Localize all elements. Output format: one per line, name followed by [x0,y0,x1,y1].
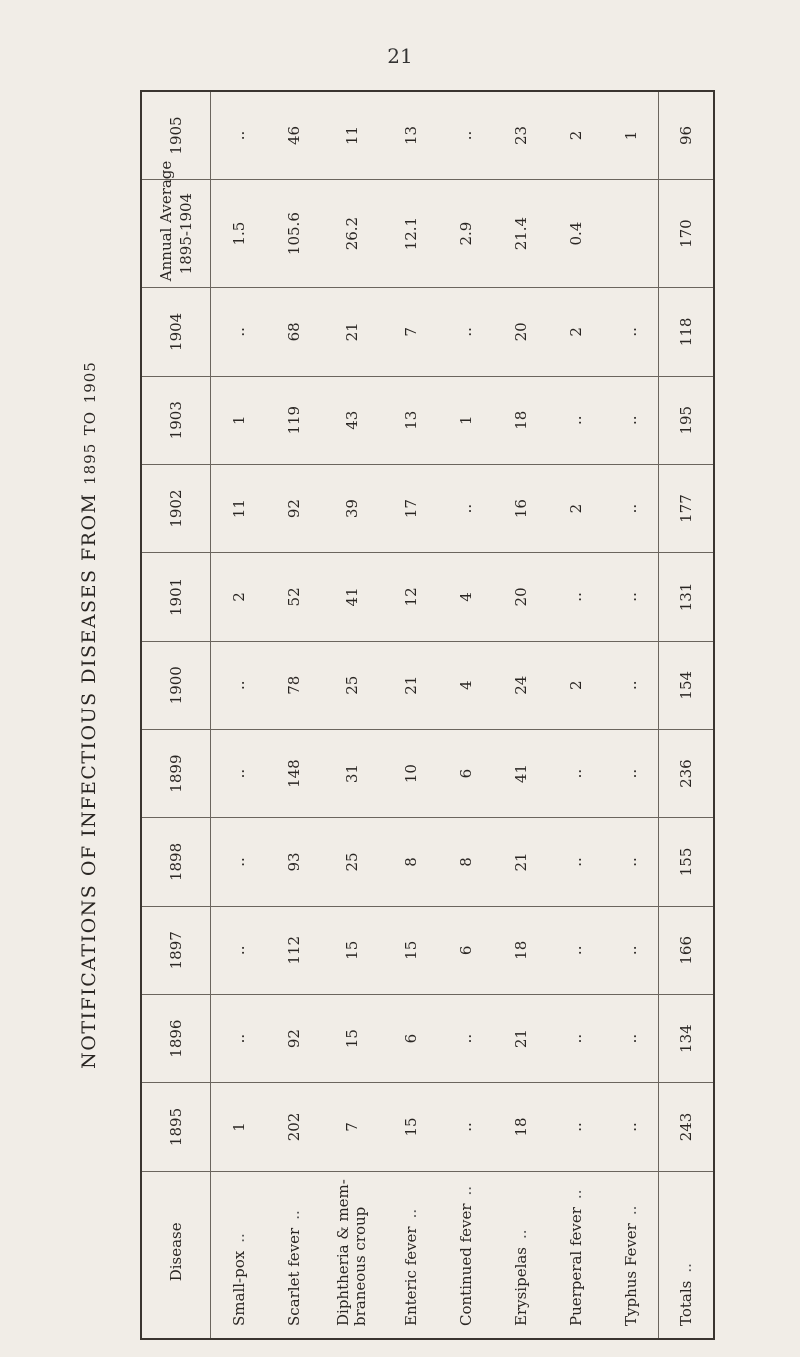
disease-name: Erysipelas.. [511,1229,530,1326]
total-cell: 166 [659,906,715,994]
annual-average-label: Annual Average [157,160,175,282]
total-cell: 155 [659,818,715,906]
cell: 7 [383,288,438,376]
cell: 6 [383,994,438,1082]
cell: .. [438,288,493,376]
cell: .. [438,464,493,552]
cell: 18 [493,906,548,994]
totals-row [659,91,715,1339]
cell-1905: 13 [383,91,438,179]
cell: 2 [548,641,603,729]
cell: .. [548,818,603,906]
cell-1905: .. [211,91,267,179]
cell: 8 [438,818,493,906]
cell: .. [211,906,267,994]
notifications-table [140,90,715,1340]
cell: .. [603,288,659,376]
avg-cell: 0.4 [548,179,603,287]
totals-label: Totals.. [659,1171,715,1339]
cell-1905: 11 [321,91,383,179]
total-cell: 118 [659,288,715,376]
cell: 16 [493,464,548,552]
cell: 15 [383,1083,438,1171]
cell: 25 [321,641,383,729]
table-row [211,91,267,1339]
year-header: 1903 [141,376,211,464]
cell: 17 [383,464,438,552]
cell: .. [548,994,603,1082]
cell-1905: .. [438,91,493,179]
cell: 8 [383,818,438,906]
cell: 52 [266,553,321,641]
cell: 7 [321,1083,383,1171]
year-header: 1904 [141,288,211,376]
cell: 68 [266,288,321,376]
year-header: 1902 [141,464,211,552]
cell: 4 [438,641,493,729]
cell: .. [603,641,659,729]
cell: 39 [321,464,383,552]
total-cell: 154 [659,641,715,729]
cell: 119 [266,376,321,464]
avg-cell: 1.5 [211,179,267,287]
table-row [548,91,603,1339]
title-from-year: 1895 [81,442,99,485]
cell: 78 [266,641,321,729]
cell: 43 [321,376,383,464]
disease-name: Puerperal fever.. [566,1189,585,1326]
cell: .. [548,553,603,641]
cell: 20 [493,288,548,376]
cell: 15 [383,906,438,994]
title-to-word: TO [81,410,99,436]
disease-name: Continued fever.. [456,1185,475,1326]
table-row [266,91,321,1339]
table-row [493,91,548,1339]
table-row [321,91,383,1339]
cell-1905: 1 [603,91,659,179]
cell: .. [603,1083,659,1171]
page-number: 21 [387,44,413,68]
cell: .. [211,288,267,376]
cell: .. [438,994,493,1082]
year-header: 1900 [141,641,211,729]
cell: .. [603,376,659,464]
disease-name: Scarlet fever.. [284,1210,303,1326]
cell: .. [548,729,603,817]
annual-average-range: 1895-1904 [177,192,195,275]
total-cell: 243 [659,1083,715,1171]
cell: 1 [438,376,493,464]
year-header-1905: 1905 [141,91,211,179]
year-header: 1898 [141,818,211,906]
total-avg-cell: 170 [659,179,715,287]
cell: 20 [493,553,548,641]
cell: .. [548,1083,603,1171]
total-cell: 134 [659,994,715,1082]
disease-name: Small-pox.. [229,1233,248,1326]
total-cell: 236 [659,729,715,817]
cell: 4 [438,553,493,641]
cell: 13 [383,376,438,464]
cell: 18 [493,376,548,464]
cell: 2 [548,288,603,376]
cell: .. [438,1083,493,1171]
cell: 112 [266,906,321,994]
cell: 202 [266,1083,321,1171]
total-cell: 131 [659,553,715,641]
cell-1905: 2 [548,91,603,179]
cell: 11 [211,464,267,552]
cell: .. [548,906,603,994]
total-cell: 195 [659,376,715,464]
cell: .. [603,818,659,906]
year-header: 1901 [141,553,211,641]
disease-name: Enteric fever.. [401,1208,420,1326]
cell: 93 [266,818,321,906]
year-header: 1896 [141,994,211,1082]
total-cell-1905: 96 [659,91,715,179]
avg-cell: 12.1 [383,179,438,287]
cell: 12 [383,553,438,641]
cell: 10 [383,729,438,817]
cell: 15 [321,994,383,1082]
annual-average-header [141,160,211,287]
avg-cell [603,179,659,287]
year-header: 1899 [141,729,211,817]
cell: 18 [493,1083,548,1171]
cell: 1 [211,376,267,464]
header-row [141,91,211,1339]
cell: 1 [211,1083,267,1171]
cell: .. [603,906,659,994]
disease-column-header: Disease [141,1171,211,1339]
cell: .. [211,994,267,1082]
cell: 31 [321,729,383,817]
cell: 21 [493,818,548,906]
cell: .. [211,641,267,729]
cell-1905: 46 [266,91,321,179]
total-cell: 177 [659,464,715,552]
avg-cell: 26.2 [321,179,383,287]
year-header: 1895 [141,1083,211,1171]
cell: .. [603,553,659,641]
cell: 148 [266,729,321,817]
cell: 21 [321,288,383,376]
cell: 24 [493,641,548,729]
cell: 92 [266,464,321,552]
cell: .. [603,729,659,817]
rotated-table-sheet [78,90,700,1340]
table-row [383,91,438,1339]
cell: .. [603,994,659,1082]
avg-cell: 105.6 [266,179,321,287]
cell: 2 [211,553,267,641]
table-row [603,91,659,1339]
table-title [78,90,108,1340]
cell: 41 [493,729,548,817]
disease-name: Typhus Fever.. [621,1205,640,1326]
cell: 15 [321,906,383,994]
cell: .. [211,729,267,817]
cell: 6 [438,729,493,817]
cell: .. [548,376,603,464]
cell: .. [603,464,659,552]
cell: .. [211,818,267,906]
avg-cell: 2.9 [438,179,493,287]
cell: 92 [266,994,321,1082]
cell: 21 [493,994,548,1082]
cell-1905: 23 [493,91,548,179]
cell: 25 [321,818,383,906]
avg-cell: 21.4 [493,179,548,287]
table-row [438,91,493,1339]
title-to-year: 1905 [81,361,99,404]
year-header: 1897 [141,906,211,994]
cell: 6 [438,906,493,994]
title-main: NOTIFICATIONS OF INFECTIOUS DISEASES FROM [78,492,100,1069]
cell: 21 [383,641,438,729]
disease-name: Diphtheria & mem- braneous croup [334,1179,369,1326]
cell: 41 [321,553,383,641]
cell: 2 [548,464,603,552]
